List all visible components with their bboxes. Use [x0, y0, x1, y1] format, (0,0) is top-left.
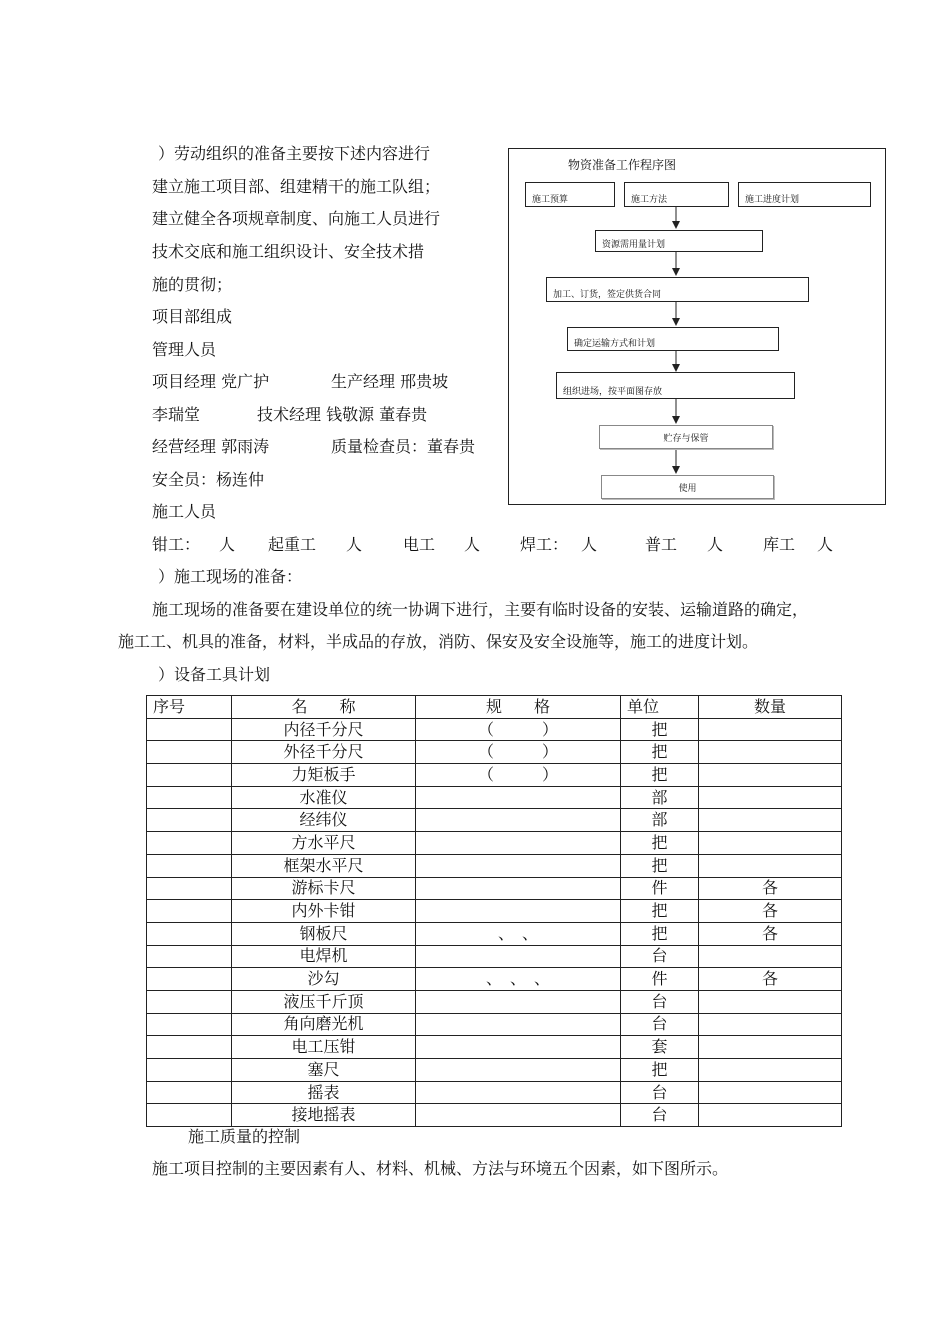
unit-cell: 件 — [621, 968, 699, 991]
unit-cell: 套 — [621, 1036, 699, 1059]
quantity-cell — [699, 786, 842, 809]
unit-cell: 把 — [621, 832, 699, 855]
col-index: 序号 — [147, 696, 232, 719]
spec-cell: 、 、 — [416, 922, 621, 945]
index-cell — [147, 922, 232, 945]
quantity-cell — [699, 764, 842, 787]
dept-label: 项目部组成 — [152, 307, 233, 326]
safety-officer: 安全员：杨连仲 — [152, 470, 265, 489]
worker-laborer: 普工 — [645, 535, 678, 554]
table-body — [147, 718, 842, 1126]
table-row — [147, 718, 842, 741]
worker-unit: 人 — [581, 535, 598, 554]
spec-cell — [416, 877, 621, 900]
equipment-heading: ）设备工具计划 — [158, 665, 271, 684]
site-paragraph-1: 施工现场的准备要在建设单位的统一协调下进行，主要有临时设备的安装、运输道路的确定， — [152, 600, 809, 619]
unit-cell: 台 — [621, 945, 699, 968]
name-cell: 框架水平尺 — [232, 854, 416, 877]
quantity-cell — [699, 741, 842, 764]
index-cell — [147, 718, 232, 741]
box-resource-plan: 资源需用量计划 — [595, 230, 763, 252]
index-cell — [147, 741, 232, 764]
unit-cell: 把 — [621, 764, 699, 787]
unit-cell: 把 — [621, 922, 699, 945]
name-cell: 接地摇表 — [232, 1104, 416, 1127]
worker-unit: 人 — [464, 535, 481, 554]
quantity-cell — [699, 832, 842, 855]
unit-cell: 台 — [621, 1104, 699, 1127]
index-cell — [147, 832, 232, 855]
worker-electrician: 电工 — [403, 535, 436, 554]
quantity-cell: 各 — [699, 877, 842, 900]
col-unit: 单位 — [621, 696, 699, 719]
index-cell — [147, 786, 232, 809]
table-row — [147, 741, 842, 764]
spec-cell — [416, 1013, 621, 1036]
quantity-cell: 各 — [699, 900, 842, 923]
name-cell: 水准仪 — [232, 786, 416, 809]
table-row — [147, 786, 842, 809]
name-cell: 力矩板手 — [232, 764, 416, 787]
box-schedule-plan: 施工进度计划 — [738, 182, 871, 207]
spec-cell: （ ） — [416, 718, 621, 741]
site-paragraph-2: 施工工、机具的准备，材料，半成品的存放，消防、保安及安全设施等，施工的进度计划。 — [118, 632, 759, 651]
index-cell — [147, 1036, 232, 1059]
spec-cell — [416, 832, 621, 855]
person-li: 李瑞堂 — [152, 405, 201, 424]
worker-welder: 焊工： — [520, 535, 569, 554]
project-manager: 项目经理 党广护 — [152, 372, 270, 391]
spec-cell: （ ） — [416, 741, 621, 764]
unit-cell: 件 — [621, 877, 699, 900]
worker-rigger: 起重工 — [268, 535, 317, 554]
name-cell: 摇表 — [232, 1081, 416, 1104]
table-row — [147, 945, 842, 968]
quantity-cell — [699, 1104, 842, 1127]
labor-line-1: 建立施工项目部、组建精干的施工队组； — [152, 177, 441, 196]
index-cell — [147, 854, 232, 877]
table-row — [147, 877, 842, 900]
box-transport-plan: 确定运输方式和计划 — [567, 327, 779, 351]
table-row — [147, 1081, 842, 1104]
table-row — [147, 968, 842, 991]
box-storage: 贮存与保管 — [599, 425, 773, 449]
quantity-cell — [699, 945, 842, 968]
business-manager: 经营经理 郭雨涛 — [152, 437, 270, 456]
spec-cell — [416, 945, 621, 968]
index-cell — [147, 990, 232, 1013]
quantity-cell — [699, 1036, 842, 1059]
box-construction-budget: 施工预算 — [525, 182, 615, 207]
quality-inspector: 质量检查员：董春贵 — [331, 437, 476, 456]
name-cell: 经纬仪 — [232, 809, 416, 832]
quality-paragraph: 施工项目控制的主要因素有人、材料、机械、方法与环境五个因素，如下图所示。 — [152, 1159, 729, 1178]
index-cell — [147, 1104, 232, 1127]
material-prep-flowchart — [508, 148, 886, 505]
name-cell: 方水平尺 — [232, 832, 416, 855]
worker-unit: 人 — [346, 535, 363, 554]
worker-storekeeper: 库工 — [763, 535, 796, 554]
worker-unit: 人 — [707, 535, 724, 554]
table-row — [147, 900, 842, 923]
unit-cell: 台 — [621, 1081, 699, 1104]
worker-fitter: 钳工： — [152, 535, 201, 554]
name-cell: 电工压钳 — [232, 1036, 416, 1059]
index-cell — [147, 945, 232, 968]
spec-cell — [416, 1081, 621, 1104]
worker-unit: 人 — [817, 535, 834, 554]
name-cell: 钢板尺 — [232, 922, 416, 945]
box-construction-method: 施工方法 — [624, 182, 729, 207]
spec-cell — [416, 990, 621, 1013]
workers-label: 施工人员 — [152, 502, 217, 521]
table-row — [147, 764, 842, 787]
name-cell: 角向磨光机 — [232, 1013, 416, 1036]
table-row — [147, 1104, 842, 1127]
equipment-table — [146, 695, 842, 1127]
quantity-cell — [699, 718, 842, 741]
site-heading: ）施工现场的准备： — [158, 567, 303, 586]
unit-cell: 部 — [621, 809, 699, 832]
index-cell — [147, 877, 232, 900]
table-row — [147, 854, 842, 877]
quantity-cell — [699, 990, 842, 1013]
labor-heading: ）劳动组织的准备主要按下述内容进行 — [158, 144, 431, 163]
table-row — [147, 1036, 842, 1059]
index-cell — [147, 1059, 232, 1082]
name-cell: 塞尺 — [232, 1059, 416, 1082]
spec-cell — [416, 900, 621, 923]
table-row — [147, 1059, 842, 1082]
index-cell — [147, 1081, 232, 1104]
unit-cell: 部 — [621, 786, 699, 809]
box-ordering-contract: 加工、订货，签定供货合同 — [546, 277, 809, 302]
flowchart-title: 物资准备工作程序图 — [568, 158, 677, 172]
spec-cell — [416, 1104, 621, 1127]
unit-cell: 台 — [621, 990, 699, 1013]
box-site-entry: 组织进场，按平面图存放 — [556, 372, 795, 399]
mgmt-label: 管理人员 — [152, 340, 217, 359]
table-header-row — [147, 696, 842, 719]
quantity-cell: 各 — [699, 922, 842, 945]
quantity-cell — [699, 1059, 842, 1082]
worker-unit: 人 — [219, 535, 236, 554]
name-cell: 游标卡尺 — [232, 877, 416, 900]
quantity-cell — [699, 1013, 842, 1036]
name-cell: 内径千分尺 — [232, 718, 416, 741]
quantity-cell — [699, 1081, 842, 1104]
name-cell: 液压千斤顶 — [232, 990, 416, 1013]
quantity-cell — [699, 809, 842, 832]
index-cell — [147, 968, 232, 991]
unit-cell: 把 — [621, 900, 699, 923]
spec-cell — [416, 786, 621, 809]
spec-cell — [416, 1059, 621, 1082]
index-cell — [147, 900, 232, 923]
table-row — [147, 832, 842, 855]
labor-line-4: 施的贯彻； — [152, 275, 233, 294]
index-cell — [147, 809, 232, 832]
spec-cell: 、 、 、 — [416, 968, 621, 991]
quality-heading: 施工质量的控制 — [188, 1127, 301, 1146]
name-cell: 沙勾 — [232, 968, 416, 991]
quantity-cell — [699, 854, 842, 877]
technical-manager: 技术经理 钱敬源 董春贵 — [257, 405, 428, 424]
name-cell: 外径千分尺 — [232, 741, 416, 764]
unit-cell: 把 — [621, 1059, 699, 1082]
col-name: 名 称 — [232, 696, 416, 719]
table-row — [147, 990, 842, 1013]
name-cell: 内外卡钳 — [232, 900, 416, 923]
labor-line-3: 技术交底和施工组织设计、安全技术措 — [152, 242, 425, 261]
unit-cell: 把 — [621, 741, 699, 764]
spec-cell — [416, 809, 621, 832]
col-spec: 规 格 — [416, 696, 621, 719]
quantity-cell: 各 — [699, 968, 842, 991]
labor-line-2: 建立健全各项规章制度、向施工人员进行 — [152, 209, 441, 228]
unit-cell: 把 — [621, 718, 699, 741]
table-row — [147, 1013, 842, 1036]
index-cell — [147, 764, 232, 787]
table-row — [147, 809, 842, 832]
index-cell — [147, 1013, 232, 1036]
spec-cell: （ ） — [416, 764, 621, 787]
unit-cell: 台 — [621, 1013, 699, 1036]
spec-cell — [416, 1036, 621, 1059]
spec-cell — [416, 854, 621, 877]
unit-cell: 把 — [621, 854, 699, 877]
name-cell: 电焊机 — [232, 945, 416, 968]
production-manager: 生产经理 邢贵坡 — [331, 372, 449, 391]
col-quantity: 数量 — [699, 696, 842, 719]
table-row — [147, 922, 842, 945]
box-usage: 使用 — [601, 475, 774, 499]
